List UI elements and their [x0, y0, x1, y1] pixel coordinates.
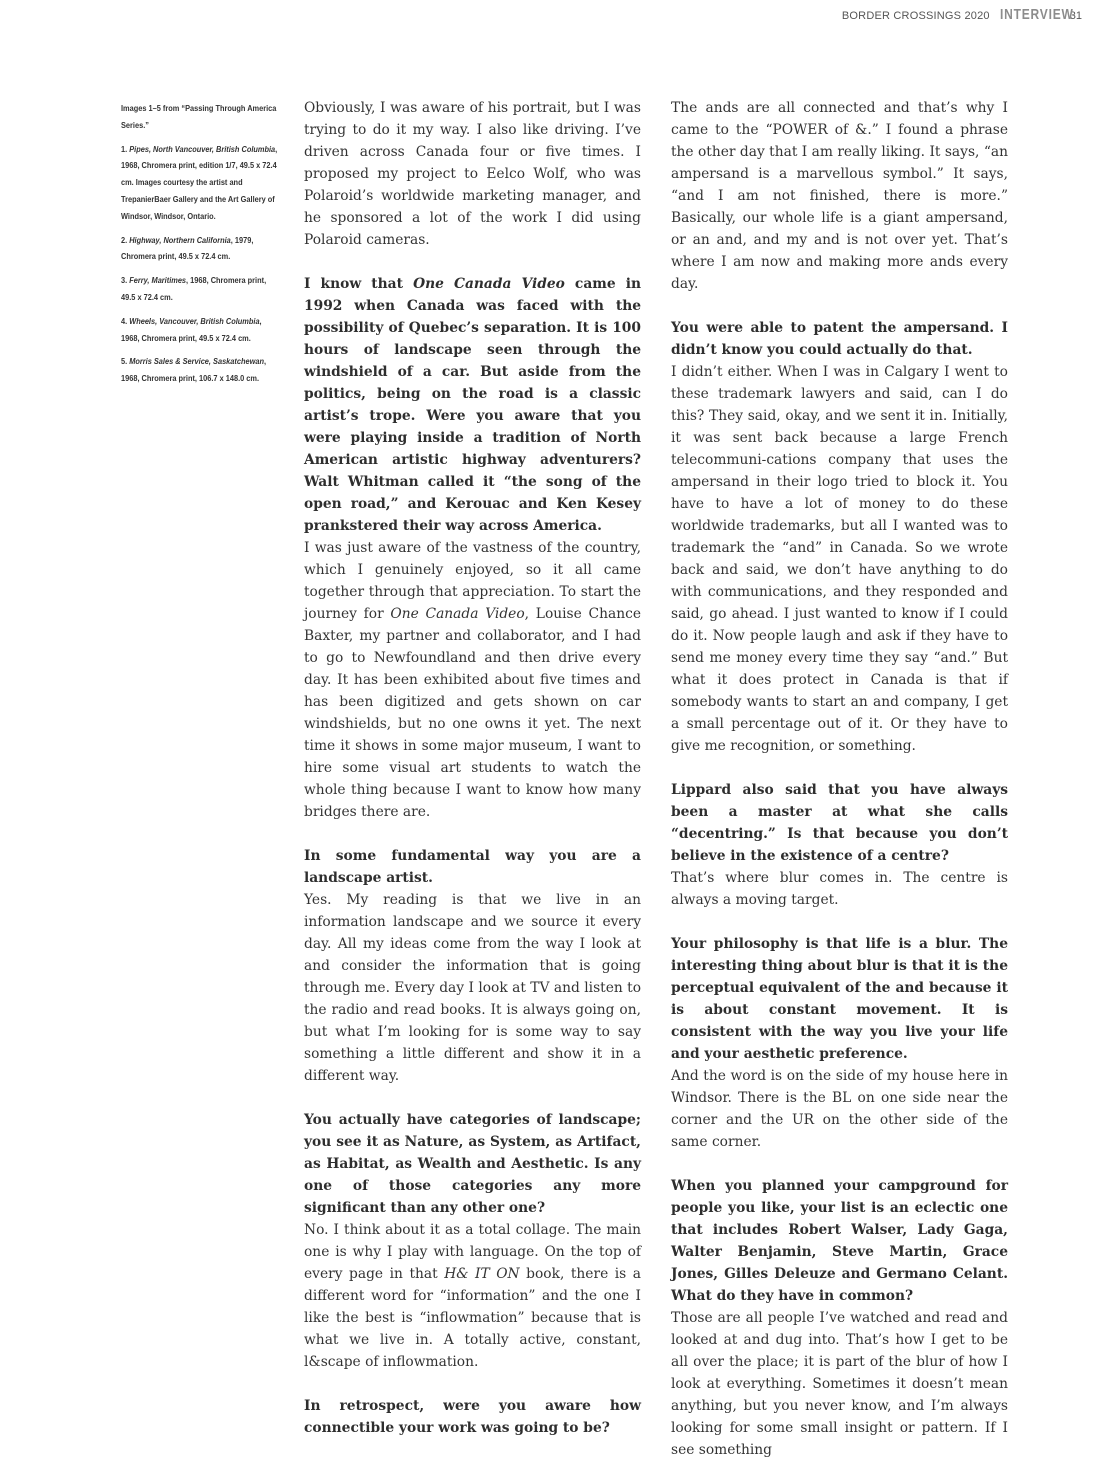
question-paragraph: You actually have categories of landscape; you see it as Nature, as System, as Artifact, as Habitat, as Wealth and Aesthetic. Is any one of those categories any more significant than any other one?: [304, 1112, 641, 1216]
caption-item: 5. Morris Sales & Service, Saskatchewan, 1968, Chromera print, 106.7 x 148.0 cm.: [121, 356, 267, 384]
caption-item: 4. Wheels, Vancouver, British Columbia, 1968, Chromera print, 49.5 x 72.4 cm.: [121, 315, 262, 343]
answer-paragraph: That’s where blur comes in. The centre is always a moving target.: [671, 870, 1008, 908]
caption-title: Highway, Northern California: [129, 234, 231, 245]
question-paragraph: In retrospect, were you aware how connectible your work was going to be?: [304, 1398, 641, 1436]
answer-paragraph: Obviously, I was aware of his portrait, but I was trying to do it my way. I also like driving. I’ve driven across Canada four or five times. I proposed my project to Eelco Wolf, who was Polaroid’s worldwide marketing manager, and he sponsored a lot of the work I did using Polaroid cameras.: [304, 100, 641, 248]
question-paragraph: Your philosophy is that life is a blur. The interesting thing about blur is that it is the perceptual equivalent of the and because it is about constant movement. It is consistent with the way you live your life and your aesthetic preference.: [671, 936, 1008, 1062]
question-paragraph: I know that One Canada Video came in 1992 when Canada was faced with the possibility of Quebec’s separation. It is 100 hours of landscape seen through the windshield of a car. But aside from the politics, being on the road is a classic artist’s trope. Were you aware that you were playing inside a tradition of North American artistic highway adventurers? Walt Whitman called it “the song of the open road,” and Kerouac and Ken Kesey prankstered their way across America.: [304, 276, 641, 534]
running-header: [842, 6, 1082, 26]
answer-paragraph: No. I think about it as a total collage. The main one is why I play with language. On the top of every page in that H& IT ON book, there is a different word for “information” and the one I like the best is “inflowmation” because that is what we live in. A totally active, constant, l&scape of inflowmation.: [304, 1222, 642, 1370]
question-paragraph: Lippard also said that you have always been a master at what she calls “decentring.” Is that because you don’t believe in the existence of a centre?: [671, 782, 1008, 864]
caption-title: Pipes, North Vancouver, British Columbia: [129, 143, 276, 154]
image-captions: [121, 100, 278, 394]
answer-paragraph: I was just aware of the vastness of the country, which I genuinely enjoyed, so it all came together through that appreciation. To start the journey for One Canada Video, Louise Chance Baxter, my partner and collaborator, and I had to go to Newfoundland and then drive every day. It has been exhibited about five times and has been digitized and gets shown on car windshields, but no one owns it yet. The next time it shows in some major museum, I want to hire some visual art students to watch the whole thing because I want to know how many bridges there are.: [304, 540, 641, 820]
caption-item: 1. Pipes, North Vancouver, British Columbia, 1968, Chromera print, edition 1/7, 49.5 x 72.4 cm. Images courtesy the artist and TrepanierBaer Gallery and the Art Gallery of Windsor, Windsor, Ontario.: [121, 143, 278, 221]
answer-paragraph: Those are all people I’ve watched and read and looked at and dug into. That’s how I get to be all over the place; it is part of the blur of how I look at everything. Sometimes it doesn’t mean anything, but you never know, and I’m always looking for some small insight or pattern. If I see something: [671, 1310, 1008, 1458]
page-number: 31: [1069, 10, 1082, 22]
question-paragraph: When you planned your campground for people you like, your list is an eclectic one that includes Robert Walser, Lady Gaga, Walter Benjamin, Steve Martin, Grace Jones, Gilles Deleuze and Germano Celant. What do they have in common?: [671, 1178, 1008, 1304]
answer-paragraph: Yes. My reading is that we live in an information landscape and we source it every day. All my ideas come from the way I look at and consider the information that is going through me. Every day I look at TV and listen to the radio and read books. It is always going on, but what I’m looking for is some way to say something a little different and show it in a different way.: [304, 892, 641, 1084]
caption-title: Ferry, Maritimes: [129, 275, 187, 286]
question-paragraph: In some fundamental way you are a landscape artist.: [304, 848, 641, 886]
caption-intro: Images 1–5 from “Passing Through America Series.”: [121, 103, 277, 130]
question-paragraph: You were able to patent the ampersand. I didn’t know you could actually do that.: [671, 320, 1008, 358]
answer-paragraph: I didn’t either. When I was in Calgary I went to these trademark lawyers and said, can I do this? They said, okay, and we sent it in. Initially, it was sent back because a large French telecommuni-cations company that uses the ampersand in their logo tried to block it. You have to have a lot of money to do these worldwide trademarks, but all I wanted was to trademark the “and” in Canada. So we wrote back and said, we don’t have anything to do with communications, and they responded and said, go ahead. I just wanted to know if I could do it. Now people laugh and ask if they have to send me money every time they say “and.” But what it does protect in Canada is that if somebody wants to start an and company, I get a small percentage out of it. Or they have to give me recognition, or something.: [671, 364, 1008, 754]
section-label: INTERVIEW: [999, 6, 1074, 23]
answer-paragraph: And the word is on the side of my house here in Windsor. There is the BL on one side near the corner and the UR on the other side of the same corner.: [671, 1068, 1008, 1150]
caption-title: Wheels, Vancouver, British Columbia: [129, 315, 260, 326]
article-column-middle: [304, 97, 641, 1439]
publication-name: BORDER CROSSINGS 2020: [841, 10, 990, 22]
article-column-right: [671, 97, 1008, 1461]
answer-paragraph: The ands are all connected and that’s why I came to the “POWER of &.” I found a phrase the other day that I am really liking. It says, “an ampersand is a marvellous symbol.” It says, “and I am not finished, there is more.” Basically, our whole life is a giant ampersand, or an and, and my and is not over yet. That’s where I am now and making more ands every day.: [671, 100, 1008, 292]
caption-item: 3. Ferry, Maritimes, 1968, Chromera print, 49.5 x 72.4 cm.: [121, 275, 267, 302]
caption-item: 2. Highway, Northern California, 1979, Chromera print, 49.5 x 72.4 cm.: [121, 234, 254, 262]
caption-title: Morris Sales & Service, Saskatchewan: [129, 356, 264, 367]
